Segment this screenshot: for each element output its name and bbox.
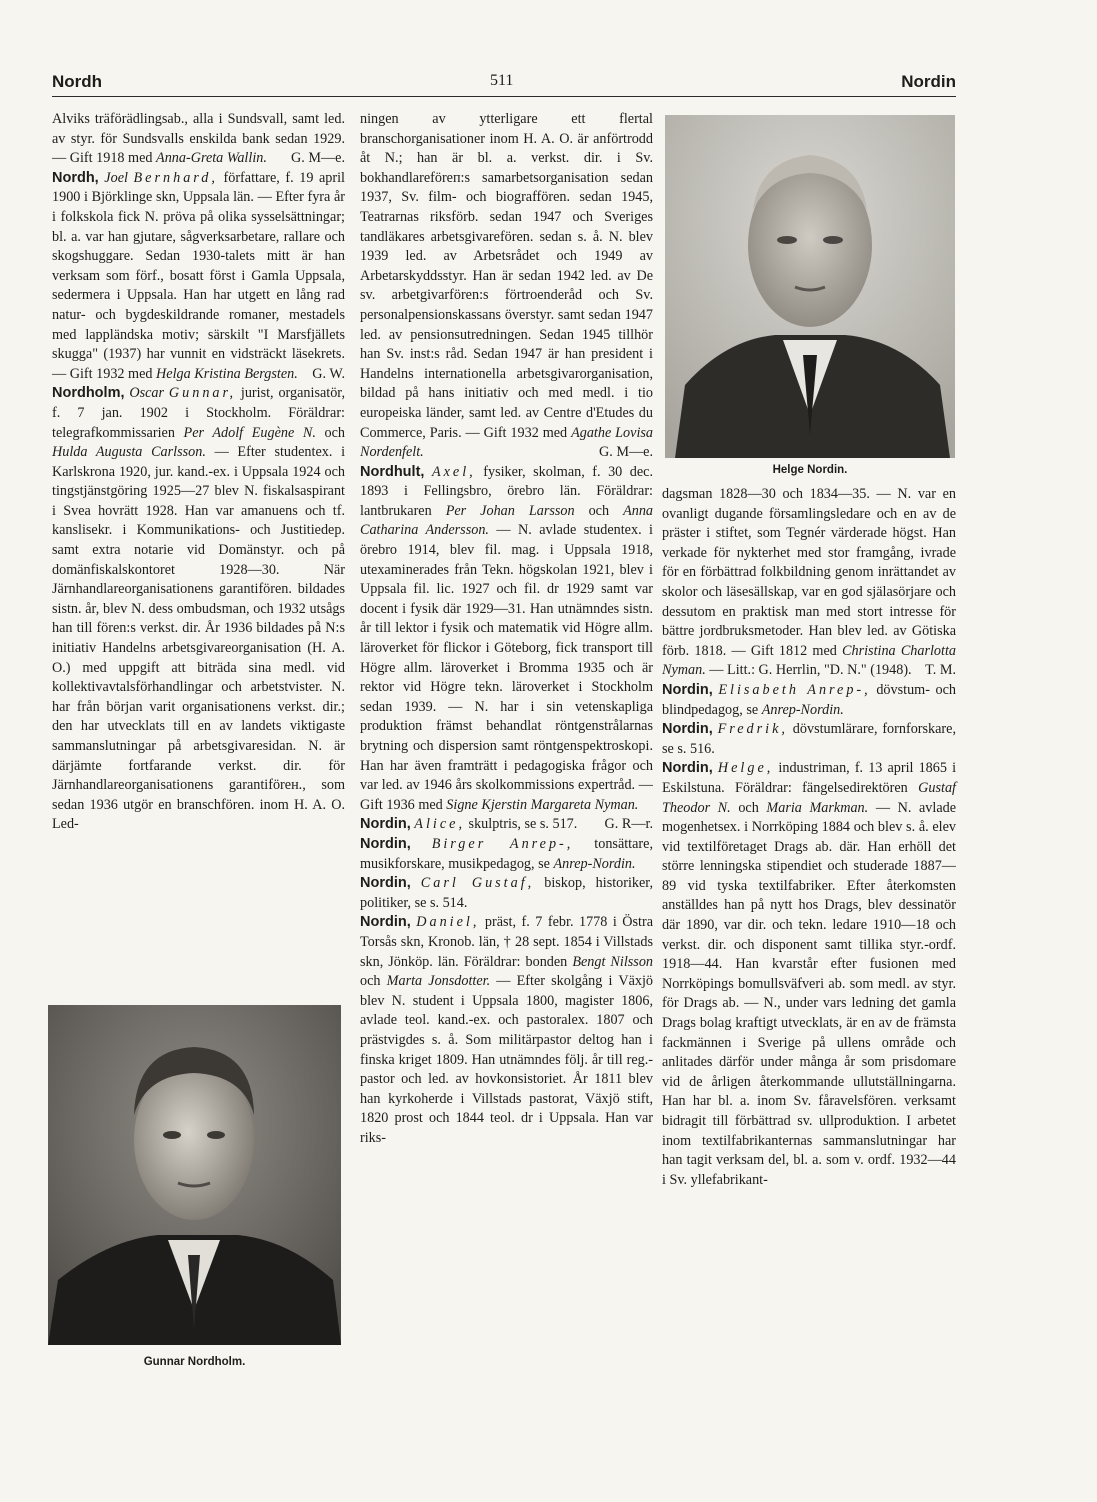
entry-nordin-daniel: Nordin, Daniel, präst, f. 7 febr. 1778 i Östra Torsås skn, Kronob. län, † 28 sept. 1854 i Villstads skn, Jönköp. län. Föräldrar: bonden Bengt Nilsson och Marta Jonsdotter. — Efter skolgång i Växjö blev N. student i Uppsala 1800, magister 1806, avlade teol. kand.-ex. och pastoralex. 1807 och prästvigdes s. å. Som militärpastor deltog han i finska kriget 1809. Han utnämndes följ. år till reg.-pastor och led. av hovkonsistoriet. År 1811 blev han kyrkoherde i Villstads pastorat, Växjö stift, 1820 prost och 1844 teol. dr i Uppsala. Han var riks- [360,914,654,1146]
headword: Nordin, [360,816,411,833]
photo-caption-helge: Helge Nordin. [772,464,848,476]
author-signature: G. W. [312,365,345,382]
author-signature: G. M—e. [291,150,345,167]
portrait-image [48,1005,341,1345]
column-2 [360,110,653,1148]
entry-nordhult-axel: Nordhult, Axel, fysiker, skolman, f. 30 dec. 1893 i Fellingsbro, örebro län. Föräldrar: lantbrukaren Per Johan Larsson och Anna Catharina Andersson. — N. avlade studentex. i örebro 1914, blev fil. mag. i Uppsala 1918, utexaminerades från Tekn. högskolan 1921, blev i Uppsala fil. lic. 1927 och fil. dr 1929 samt var docent i fysik där 1929—31. Han utnämndes sistn. år till lektor i fysik och matematik vid Högre allm. läroverket för flickor i Göteborg, fick transport till Högre allm. läroverket i Bromma 1935 och är rektor vid Högre tekn. läroverket i Stockholm sedan 1939. — N. har i sin vetenskapliga produktion främst behandlat röntgenstrålarnas brytning och dispersion samt röntgenspektroskopi. Han har även framträtt i pedagogiska frågor och var led. av 1946 års skolkommissions expertråd. — Gift 1936 med Signe Kjerstin Margareta Nyman. G. R—r. [360,463,653,816]
headword: Nordh, [52,169,99,186]
entry-nordholm-oscar-gunnar: Nordholm, Oscar Gunnar, jurist, organisatör, f. 7 jan. 1902 i Stockholm. Föräldrar: telegrafkommissarien Per Adolf Eugène N. och Hulda Augusta Carlsson. — Efter studentex. i Karlskrona 1920, jur. kand.-ex. i Uppsala 1924 och tingstjänstgöring 1925—27 blev N. fiskalsaspirant i Svea hovrätt 1928. Han var amanuens och tf. kanslisekr. i Kommunikations- och Justitiedep. samt extra notarie vid Domänstyr. och på domänfiskalskontoret 1928—30. När Järnhandlareorganisationens garantifören. bildades sistn. år, blev N. dess ombudsman, och 1932 utsågs han till fören:s verkst. dir. År 1936 bildades på N:s initiativ Handelns arbetsgivareorganisation (H. A. O.) med uppgift att biträda sina medl. vid kollektivavtalsförhandlingar och arbetstvister. N. har från början varit organisationens verkst. dir.; den har utvecklats till en av landets viktigaste sammanslutningar på arbetsgivaresidan. N. är därjämte fortfarande verkst. dir. för Järnhandlareorganisationens garantiförен., som sedan 1936 utgör en branschfören. inom H. A. O. Led- [52,385,346,833]
headword: Nordin, [662,721,713,738]
page-number: 511 [490,72,514,89]
cross-reference: Anrep-Nordin. [553,855,636,872]
entry-nordh-joel-bernhard: Nordh, Joel Bernhard, författare, f. 19 april 1900 i Björklinge skn, Uppsala län. — Efter fyra år i folkskola fick N. pröva på olika sysselsättningar; bl. a. var han gjutare, sågverksarbetare, rallare och skogshuggare. Sedan 1930-talets mitt är han verksam som förf., bosatt först i Gamla Uppsala, sedermera i Uppsala. Han har utgett en lång rad natur- och bygdeskildrande romaner, mestadels med lappländska motiv; särskilt "I Marsfjällets skugga" (1937) har vunnit en vidsträckt läsekrets. — Gift 1932 med Helga Kristina Bergsten. G. W. [52,169,345,385]
headword: Nordin, [360,835,411,852]
column-1 [52,110,345,835]
entry-continuation: Alviks träförädlingsab., alla i Sundsvall, samt led. av styr. för Sundsvalls enskilda bank sedan 1929. — Gift 1918 med Anna-Greta Wallin. G. M—e. [52,110,345,169]
author-signature: G. M—e. [599,444,653,461]
header-right-word: Nordin [901,72,956,91]
headword: Nordin, [360,875,411,892]
entry-nordin-alice: Nordin, Alice, skulptris, se s. 517. [360,816,578,833]
column-3 [662,485,956,1190]
headword: Nordholm, [52,385,125,402]
portrait-gunnar-nordholm [48,1005,341,1345]
entry-nordin-fredrik: Nordin, Fredrik, dövstumlärare, fornforskare, se s. 516. [662,721,956,757]
author-signature: G. R—r. [604,816,653,833]
headword: Nordin, [360,914,411,931]
portrait-helge-nordin [665,115,955,458]
headword: Nordhult, [360,463,425,480]
author-signature: T. M. [925,662,956,679]
headword: Nordin, [662,760,713,777]
entry-nordin-birger-anrep: Nordin, Birger Anrep-, tonsättare, musikforskare, musikpedagog, se Anrep-Nordin. [360,835,653,872]
running-header [52,68,956,97]
entry-nordin-elisabeth-anrep: Nordin, Elisabeth Anrep-, dövstum- och blindpedagog, se Anrep-Nordin. [662,681,957,718]
headword: Nordin, [662,681,713,698]
entry-nordin-carl-gustaf: Nordin, Carl Gustaf, biskop, historiker, politiker, se s. 514. [360,875,654,911]
entry-nordin-helge: Nordin, Helge, industriman, f. 13 april 1865 i Eskilstuna. Föräldrar: fängelsedirektören Gustaf Theodor N. och Maria Markman. — N. avlade mogenhetsex. i Norrköping 1884 och blev s. å. elev vid textilföretaget Drags ab. där. Han erhöll det större lenningska stipendiet och studerade 1887—89 vid tyska textilfabriker. Efter återkomsten anställdes han på nytt hos Drags, blev dessinatör där 1890, var dir. och tekn. ledare 1910—18 och verkst. dir. och disponent samt tillika styr.-ordf. 1918—44. Han kvarstår efter fusionen med Norrköpings bomullsväfveri ab. som medl. av styr. för Drags ab. — N., under vars ledning det gamla Drags bolag kraftigt utvecklats, är en av de främsta fackmännen i Sverige på ullens område och anlitades därför under många år som prisdomare vid de årligen återkommande ullutställningarna. Han har bl. a. inom Sv. fåravelsfören. verksamt bidragit till förbättrad sv. ullproduktion. I arbetet inom textilfabrikanternas sammanslutningar har han tagit verksam del, bl. a. som v. ordf. 1932—44 i Sv. yllefabrikant- [662,760,957,1188]
entry-continuation: dagsman 1828—30 och 1834—35. — N. var en ovanligt dugande församlingsledare och en av de präster i stiftet, som Tegnér värderade högst. Han verkade för nykterhet med stor framgång, ivrade för en förbättrad folkbildning genom inrättandet av skolor och läsesällskap, var en god själasörjare och dessutom en praktisk man med stort intresse för bättre jordbruksmetoder. Han blev led. av Götiska förb. 1818. — Gift 1812 med Christina Charlotta Nyman. — Litt.: G. Herrlin, "D. N." (1948). T. M. [662,485,956,681]
header-left-word: Nordh [52,72,103,91]
cross-reference: Anrep-Nordin. [761,701,844,718]
portrait-image [665,115,955,458]
entry-continuation: ningen av ytterligare ett flertal branschorganisationer inom H. A. O. är anförtrodd åt N.; han är bl. a. verkst. dir. i Sv. bokhandlareföreп:s samarbetsorganisation sedan 1937, Sv. film- och biograffören. sedan 1945, Teatrarnas riksförb. sedan 1947 och Sveriges tandläkares arbetsgivarefören. sedan s. å. N. blev 1939 led. av Arbetsrådet och 1949 av Arbetarskyddsstyr. Han är sedan 1942 led. av De sv. arbetgivarfören:s förtroenderåd och Sv. personalpensionskassans överstyr. samt sedan 1947 led. av pensionsutredningen. Sedan 1945 tillhör han Sv. inst:s råd. Sedan 1947 är han president i Handelns internationella arbetsgivarorganisation, bildad på hans initiativ och med medl. i tio europeiska länder, samt led. av Centre d'Etudes du Commerce, Paris. — Gift 1932 med Agathe Lovisa Nordenfelt. G. M—e. [360,110,653,463]
photo-caption-gunnar: Gunnar Nordholm. [143,1356,246,1368]
